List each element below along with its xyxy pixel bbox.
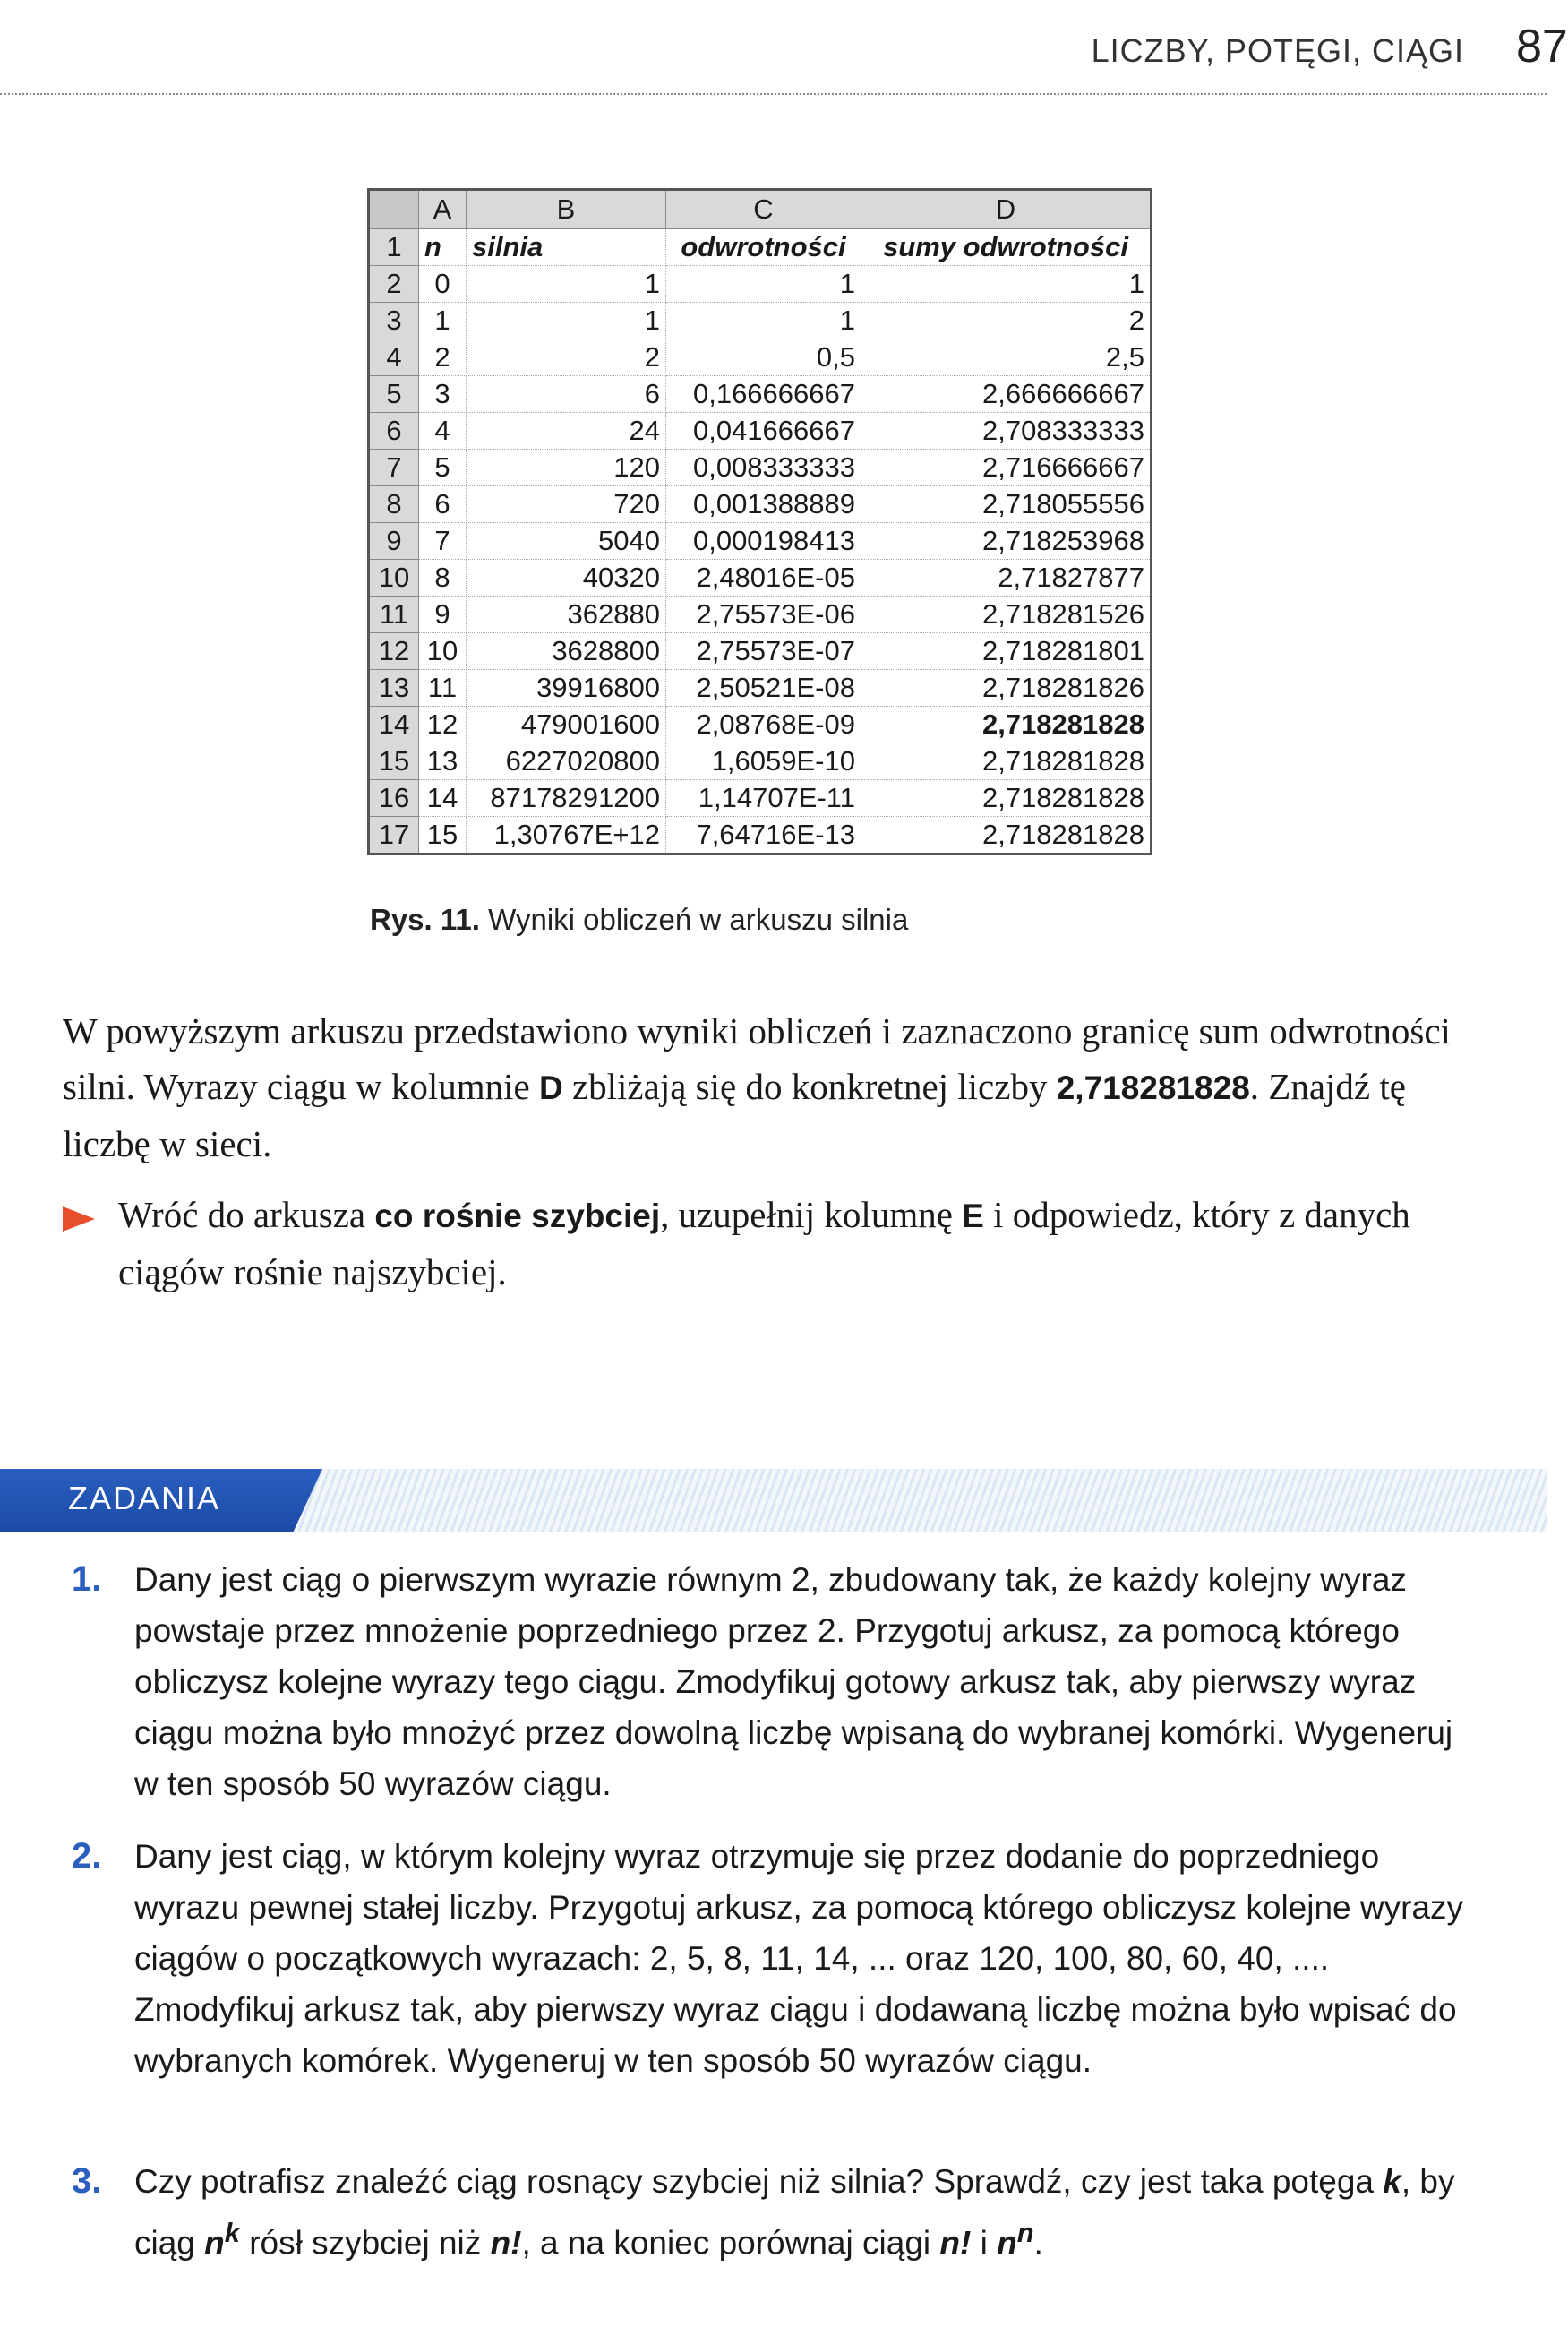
sheet-row [369, 486, 1152, 523]
sheet-row [369, 376, 1152, 413]
row-number: 2 [369, 266, 419, 303]
paragraph-text: i odpowiedz, który z danych ciągów rośnie najszybciej. [118, 1194, 1410, 1292]
sheet-row [369, 303, 1152, 339]
cell-odwrotnosci: 1 [666, 303, 861, 339]
cell-silnia: 6 [467, 376, 666, 413]
cell-silnia: 3628800 [467, 633, 666, 670]
task-text-part: i [971, 2224, 998, 2262]
sheet-row [369, 817, 1152, 854]
task-text-part: . [1033, 2224, 1043, 2262]
row-number: 5 [369, 376, 419, 413]
cell-odwrotnosci: 2,50521E-08 [666, 670, 861, 707]
row-number: 16 [369, 780, 419, 817]
row-number: 10 [369, 560, 419, 597]
spreadsheet-table [367, 188, 1152, 855]
cell-sumy: 2,718281826 [861, 670, 1152, 707]
cell-sumy: 2,71827877 [861, 560, 1152, 597]
sheet-row [369, 450, 1152, 486]
task-text: Dany jest ciąg o pierwszym wyrazie równym 2, zbudowany tak, że każdy kolejny wyraz powstaje przez mnożenie poprzedniego przez 2. Przygotuj arkusz, za pomocą którego obliczysz kolejne wyrazy tego ciągu. Zmodyfikuj gotowy arkusz tak, aby pierwszy wyraz ciągu można było mnożyć przez dowolną liczbę wpisaną do wybranej komórki. Wygeneruj w ten sposób 50 wyrazów ciągu. [134, 1561, 1453, 1802]
cell-n: 1 [419, 303, 467, 339]
cell-silnia: 479001600 [467, 707, 666, 743]
row-number: 6 [369, 413, 419, 450]
row-number: 7 [369, 450, 419, 486]
cell-odwrotnosci: 7,64716E-13 [666, 817, 861, 854]
row-number: 13 [369, 670, 419, 707]
cell-sumy: 2,5 [861, 339, 1152, 376]
row-number: 8 [369, 486, 419, 523]
cell-n: 11 [419, 670, 467, 707]
tasks-band [0, 1469, 1547, 1532]
cell-sumy: 2 [861, 303, 1152, 339]
math-n-factorial: n! [490, 2224, 522, 2262]
task-number: 3. [72, 2161, 102, 2201]
cell-n: 4 [419, 413, 467, 450]
sheet-row [369, 780, 1152, 817]
sheet-body [369, 229, 1152, 854]
row-number: 17 [369, 817, 419, 854]
cell-sumy: sumy odwrotności [861, 229, 1152, 266]
task-1 [72, 1554, 1469, 1809]
sheet-row [369, 670, 1152, 707]
row-number: 1 [369, 229, 419, 266]
column-header-b: B [467, 190, 666, 229]
sheet-row [369, 266, 1152, 303]
task-text-part: , a na koniec porównaj ciągi [521, 2224, 940, 2262]
row-number: 12 [369, 633, 419, 670]
cell-odwrotnosci: 0,008333333 [666, 450, 861, 486]
cell-sumy: 1 [861, 266, 1152, 303]
cell-odwrotnosci: 0,5 [666, 339, 861, 376]
sheet-row [369, 633, 1152, 670]
cell-sumy: 2,718253968 [861, 523, 1152, 560]
task-number: 2. [72, 1836, 102, 1876]
cell-n: 12 [419, 707, 467, 743]
cell-n: 10 [419, 633, 467, 670]
math-k: k [1383, 2163, 1401, 2200]
paragraph-limit [63, 1003, 1460, 1172]
cell-odwrotnosci: 2,75573E-07 [666, 633, 861, 670]
row-number: 15 [369, 743, 419, 780]
column-header-c: C [666, 190, 861, 229]
cell-n: 2 [419, 339, 467, 376]
task-text: Dany jest ciąg, w którym kolejny wyraz otrzymuje się przez dodanie do poprzedniego wyrazu pewnej stałej liczby. Przygotuj arkusz, za pomocą którego obliczysz kolejne wyrazy ciągów o początkowych wyrazach: 2, 5, 8, 11, 14, ... oraz 120, 100, 80, 60, 40, .... Zmodyfikuj arkusz tak, aby pierwszy wyraz ciągu i dodawaną liczbę można było wpisać do wybranych komórek. Wygeneruj w ten sposób 50 wyrazów ciągu. [134, 1838, 1464, 2079]
sheet-row [369, 597, 1152, 633]
task-text [134, 2156, 1469, 2268]
task-2 [72, 1831, 1469, 2086]
cell-silnia: 40320 [467, 560, 666, 597]
cell-odwrotnosci: 2,08768E-09 [666, 707, 861, 743]
cell-odwrotnosci: 2,48016E-05 [666, 560, 861, 597]
figure-caption [370, 903, 908, 937]
task-number: 1. [72, 1559, 102, 1599]
tasks-heading: ZADANIA [68, 1480, 221, 1516]
sheet-row [369, 339, 1152, 376]
cell-sumy: 2,708333333 [861, 413, 1152, 450]
sheet-row [369, 707, 1152, 743]
cell-n: 13 [419, 743, 467, 780]
cell-odwrotnosci: 0,000198413 [666, 523, 861, 560]
row-number: 11 [369, 597, 419, 633]
sheet-name-ref: co rośnie szybciej [374, 1198, 661, 1234]
cell-silnia: 720 [467, 486, 666, 523]
task-3 [72, 2156, 1469, 2268]
cell-odwrotnosci: 1,14707E-11 [666, 780, 861, 817]
cell-silnia: 6227020800 [467, 743, 666, 780]
row-number: 9 [369, 523, 419, 560]
cell-n: 0 [419, 266, 467, 303]
cell-n: n [419, 229, 467, 266]
row-number: 3 [369, 303, 419, 339]
cell-n: 15 [419, 817, 467, 854]
sheet-header-row [369, 229, 1152, 266]
cell-odwrotnosci: 0,001388889 [666, 486, 861, 523]
cell-silnia: 39916800 [467, 670, 666, 707]
cell-silnia: 1 [467, 303, 666, 339]
cell-n: 5 [419, 450, 467, 486]
sheet-row [369, 413, 1152, 450]
cell-sumy: 2,718281801 [861, 633, 1152, 670]
paragraph-text: , uzupełnij kolumnę [660, 1194, 963, 1235]
paragraph-text: Wróć do arkusza [118, 1194, 375, 1235]
column-d-ref: D [538, 1069, 563, 1106]
cell-silnia: 2 [467, 339, 666, 376]
math-n: n [997, 2224, 1017, 2262]
cell-n: 7 [419, 523, 467, 560]
cell-sumy: 2,718281828 [861, 817, 1152, 854]
cell-sumy: 2,718281526 [861, 597, 1152, 633]
column-header-d: D [861, 190, 1152, 229]
math-exponent-n: n [1016, 2217, 1034, 2248]
cell-silnia: 362880 [467, 597, 666, 633]
cell-silnia: 87178291200 [467, 780, 666, 817]
cell-n: 6 [419, 486, 467, 523]
paragraph-text: . Znajdź tę liczbę w sieci. [63, 1066, 1406, 1164]
cell-odwrotnosci: 2,75573E-06 [666, 597, 861, 633]
math-exponent-k: k [224, 2217, 240, 2248]
cell-odwrotnosci: 0,041666667 [666, 413, 861, 450]
task-text-part: rósł szybciej niż [239, 2224, 491, 2262]
task-text-part: Czy potrafisz znaleźć ciąg rosnący szybciej niż silnia? Sprawdź, czy jest taka potęga [134, 2163, 1384, 2200]
cell-n: 14 [419, 780, 467, 817]
triangle-arrow-icon [63, 1206, 95, 1232]
paragraph-text: W powyższym arkuszu przedstawiono wyniki obliczeń i zaznaczono granicę sum odwrotności silni. Wyrazy ciągu w kolumnie [63, 1010, 1451, 1107]
cell-n: 3 [419, 376, 467, 413]
cell-silnia: 5040 [467, 523, 666, 560]
sheet-row [369, 523, 1152, 560]
task-text-part: , by ciąg [134, 2163, 1455, 2262]
cell-sumy: 2,666666667 [861, 376, 1152, 413]
cell-sumy: 2,718281828 [861, 743, 1152, 780]
math-n: n [204, 2224, 225, 2262]
paragraph-text: zbliżają się do konkretnej liczby [562, 1066, 1057, 1107]
cell-n: 8 [419, 560, 467, 597]
page-number: 87 [1516, 21, 1568, 73]
row-number: 4 [369, 339, 419, 376]
cell-silnia: 1,30767E+12 [467, 817, 666, 854]
row-number: 14 [369, 707, 419, 743]
limit-value: 2,718281828 [1056, 1069, 1250, 1106]
column-header-a: A [419, 190, 467, 229]
cell-silnia: 1 [467, 266, 666, 303]
cell-silnia: silnia [467, 229, 666, 266]
running-title: LICZBY, POTĘGI, CIĄGI [1091, 32, 1464, 69]
sheet-row [369, 743, 1152, 780]
cell-odwrotnosci: 0,166666667 [666, 376, 861, 413]
cell-silnia: 120 [467, 450, 666, 486]
sheet-row [369, 560, 1152, 597]
cell-odwrotnosci: 1 [666, 266, 861, 303]
cell-odwrotnosci: odwrotności [666, 229, 861, 266]
paragraph-instruction [118, 1187, 1461, 1300]
cell-sumy: 2,718055556 [861, 486, 1152, 523]
cell-sumy: 2,718281828 [861, 780, 1152, 817]
cell-sumy: 2,716666667 [861, 450, 1152, 486]
math-n-factorial: n! [939, 2224, 972, 2262]
header-rule [0, 93, 1547, 95]
column-header-row [369, 190, 1152, 229]
cell-silnia: 24 [467, 413, 666, 450]
corner-cell [369, 190, 419, 229]
cell-sumy: 2,718281828 [861, 707, 1152, 743]
column-e-ref: E [962, 1198, 984, 1234]
cell-odwrotnosci: 1,6059E-10 [666, 743, 861, 780]
caption-label: Rys. 11. [370, 903, 480, 936]
cell-n: 9 [419, 597, 467, 633]
caption-text: Wyniki obliczeń w arkuszu silnia [479, 903, 909, 936]
